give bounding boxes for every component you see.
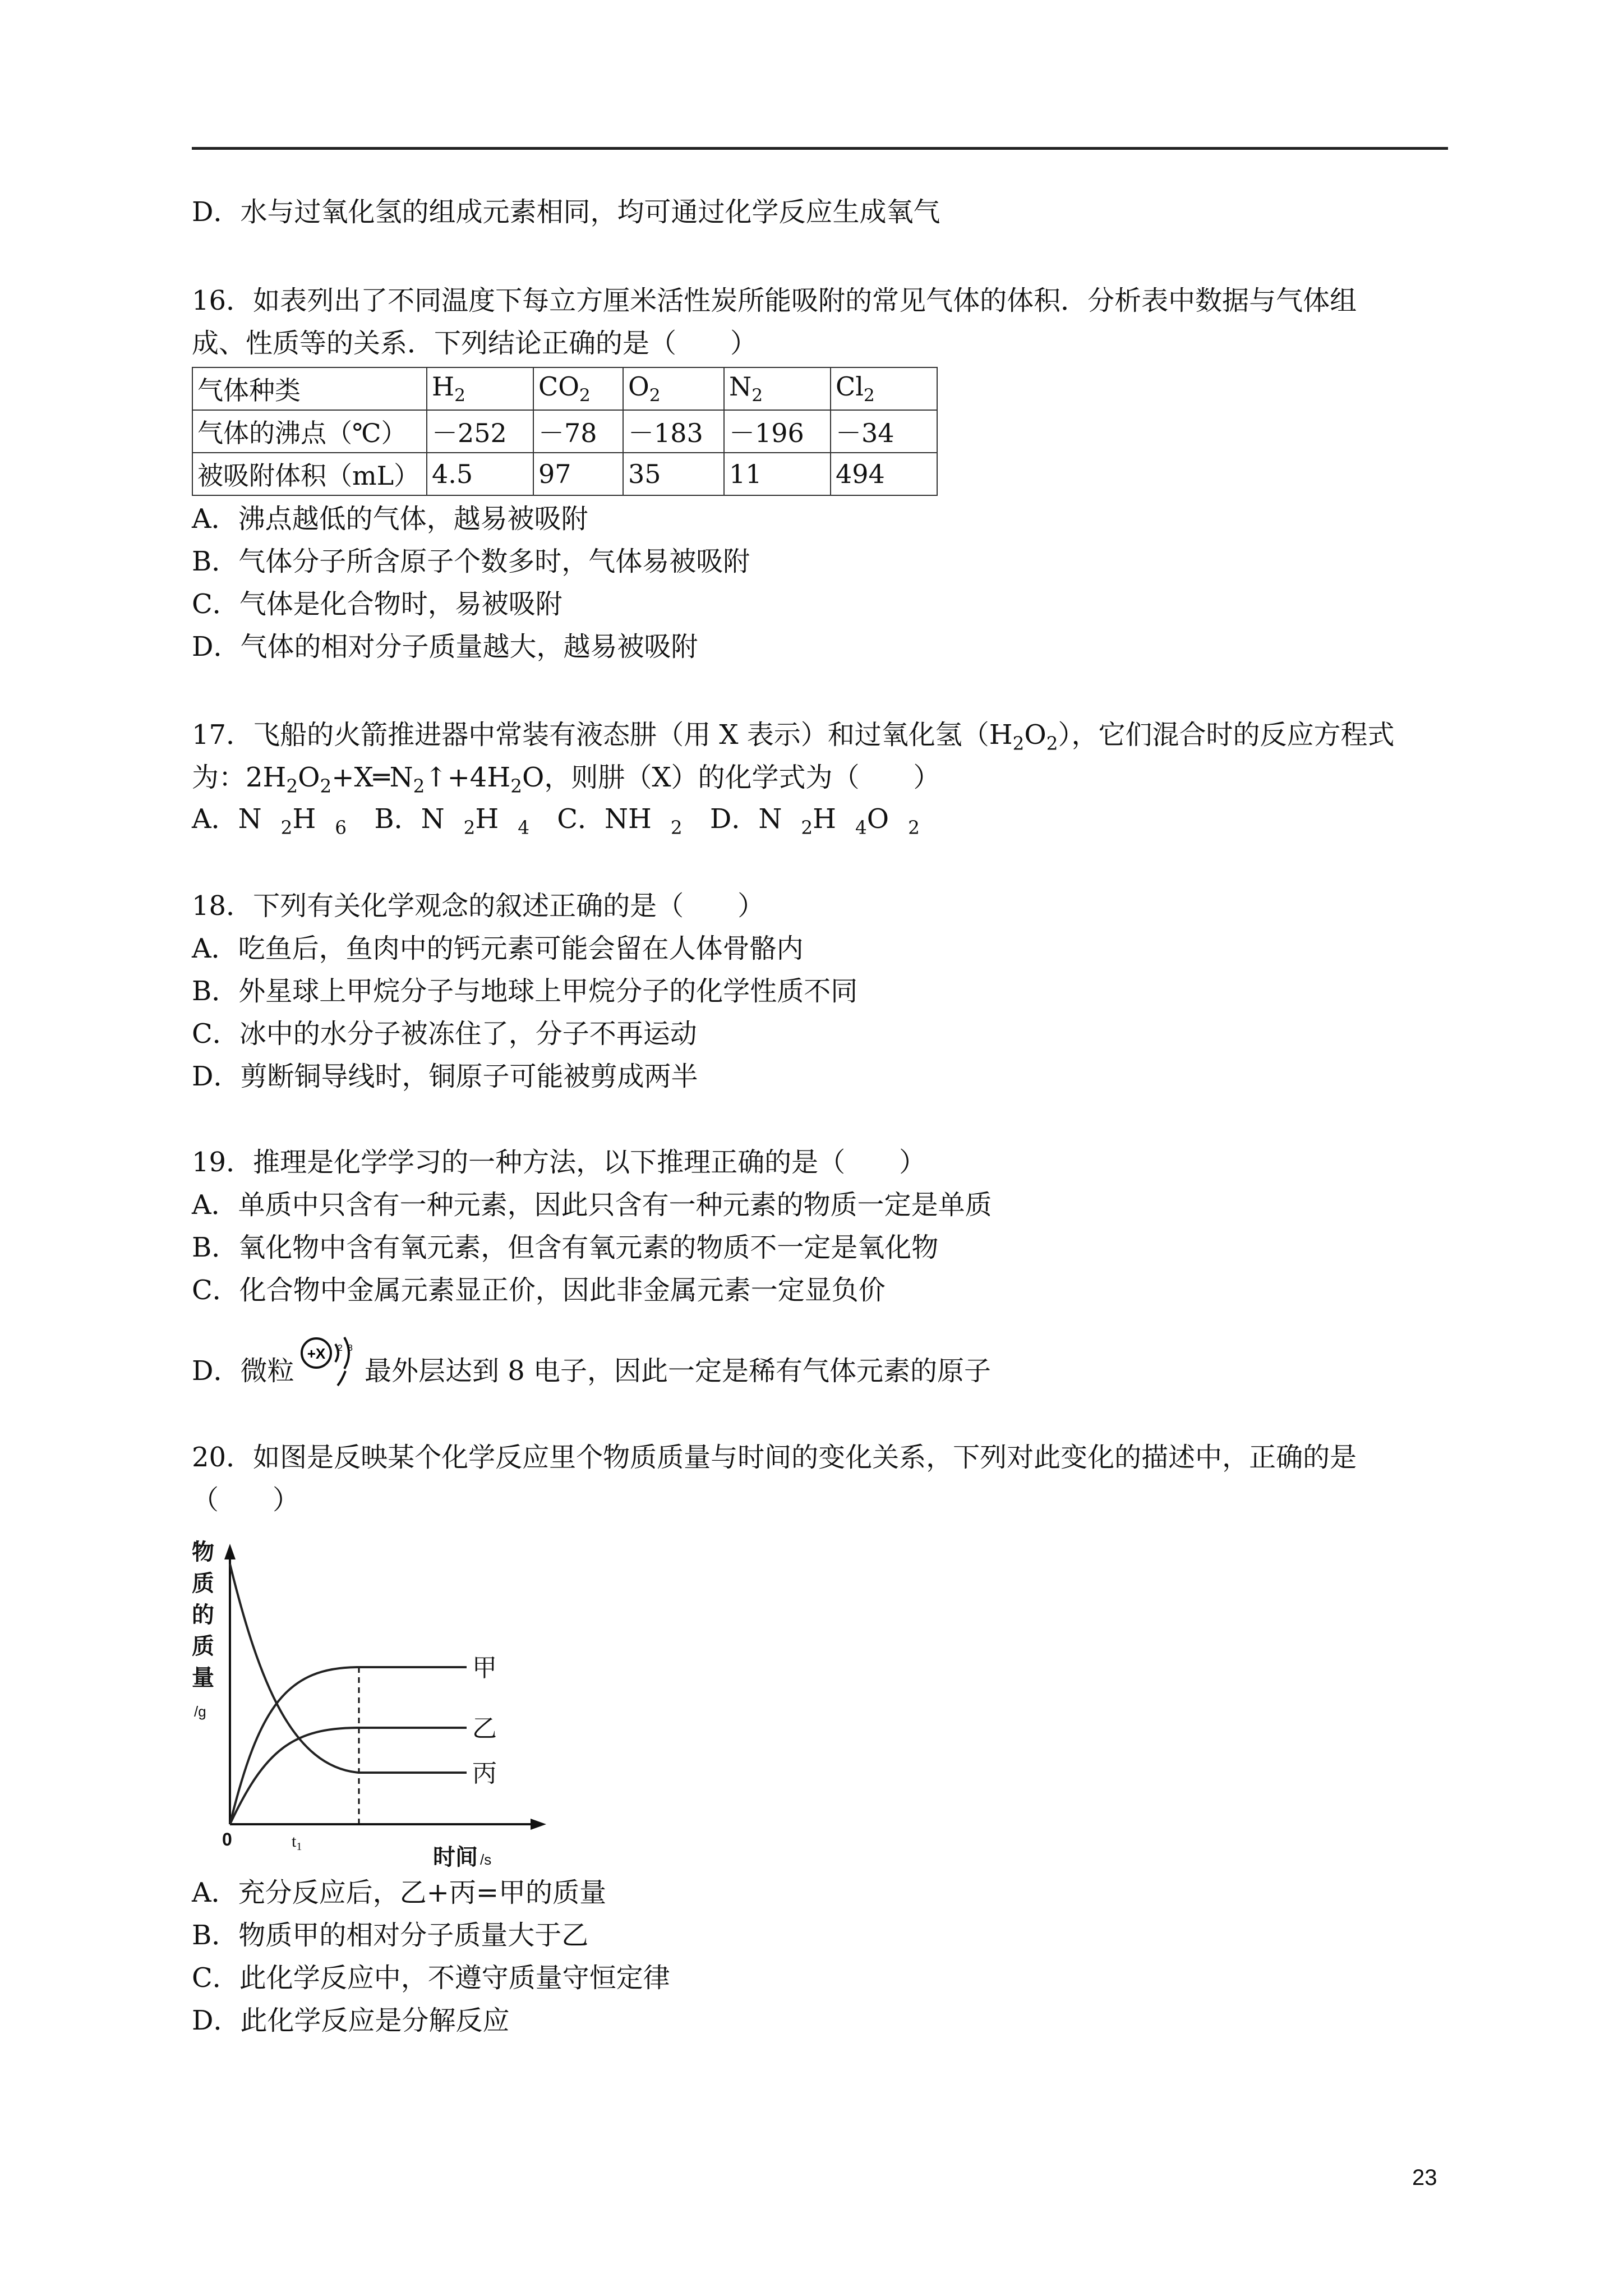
y-axis-label-char: 的 bbox=[192, 1602, 214, 1628]
table-cell: －78 bbox=[533, 410, 623, 453]
y-axis-label-char: 物 bbox=[192, 1539, 214, 1565]
y-axis-unit: /g bbox=[194, 1703, 206, 1720]
y-axis-arrow bbox=[224, 1544, 236, 1559]
page-number: 23 bbox=[1412, 2165, 1437, 2190]
q20-option-b: B．物质甲的相对分子质量大于乙 bbox=[192, 1920, 589, 1951]
gas-adsorption-table bbox=[192, 367, 938, 496]
series-label-yi: 乙 bbox=[472, 1714, 497, 1743]
q17-option-b: B．N $_2$H $_4$ bbox=[374, 803, 529, 839]
q18-option-a: A．吃鱼后，鱼肉中的钙元素可能会留在人体骨骼内 bbox=[192, 933, 804, 964]
q19-stem: 19．推理是化学学习的一种方法，以下推理正确的是（ ） bbox=[192, 1147, 926, 1178]
series-line-jia bbox=[230, 1667, 467, 1824]
gas-n2: $N_2$ bbox=[724, 367, 831, 410]
electron-count: 2 bbox=[338, 1343, 343, 1353]
q19-option-d-before: D．微粒 bbox=[192, 1355, 294, 1387]
x-axis-label: 时间 bbox=[433, 1844, 478, 1870]
q20-option-c: C．此化学反应中，不遵守质量守恒定律 bbox=[192, 1962, 670, 1994]
table-row bbox=[192, 367, 937, 410]
particle-structure-diagram bbox=[297, 1334, 365, 1388]
table-cell: 494 bbox=[831, 453, 937, 495]
q18-option-d: D．剪断铜导线时，铜原子可能被剪成两半 bbox=[192, 1061, 698, 1092]
header-rule bbox=[192, 147, 1448, 150]
q17-stem-line2: 为：$2H_2O_2+X═N_2↑+4H_2O$，则肼（X）的化学式为（ ） bbox=[192, 762, 940, 797]
q17-stem-line1: 17．飞船的火箭推进器中常装有液态肼（用 X 表示）和过氧化氢$(H_2O_2)$，它们混合时的反应方程式 bbox=[192, 719, 1395, 754]
q18-option-b: B．外星球上甲烷分子与地球上甲烷分子的化学性质不同 bbox=[192, 976, 858, 1007]
table-cell: －183 bbox=[623, 410, 724, 453]
q16-stem-line1: 16．如表列出了不同温度下每立方厘米活性炭所能吸附的常见气体的体积．分析表中数据与气体组 bbox=[192, 285, 1357, 316]
x-axis-unit: /s bbox=[480, 1851, 492, 1868]
origin-label: 0 bbox=[222, 1829, 232, 1849]
q16-option-c: C．气体是化合物时，易被吸附 bbox=[192, 588, 562, 620]
q16-option-b: B．气体分子所含原子个数多时，气体易被吸附 bbox=[192, 546, 750, 577]
q16-stem-line2: 成、性质等的关系．下列结论正确的是（ ） bbox=[192, 328, 758, 359]
series-line-yi bbox=[230, 1728, 467, 1824]
electron-shell-tail bbox=[338, 1371, 345, 1386]
row-label-boiling-point: 气体的沸点（℃） bbox=[192, 410, 427, 453]
q18-option-c: C．冰中的水分子被冻住了，分子不再运动 bbox=[192, 1018, 697, 1050]
table-cell: 97 bbox=[533, 453, 623, 495]
nucleus-label: +X bbox=[307, 1345, 326, 1362]
q20-option-a: A．充分反应后，乙+丙=甲的质量 bbox=[192, 1877, 607, 1908]
row-label-adsorbed-volume: 被吸附体积（mL） bbox=[192, 453, 427, 495]
q16-option-a: A．沸点越低的气体，越易被吸附 bbox=[192, 503, 588, 535]
q17-option-c: C．NH $_2$ bbox=[557, 803, 683, 839]
table-cell: －34 bbox=[831, 410, 937, 453]
y-axis-label-char: 质 bbox=[192, 1634, 214, 1659]
q16-option-d: D．气体的相对分子质量越大，越易被吸附 bbox=[192, 631, 698, 662]
table-row bbox=[192, 410, 937, 453]
series-label-jia: 甲 bbox=[472, 1654, 497, 1682]
table-cell: －252 bbox=[427, 410, 533, 453]
q17-option-d: D．N $_2$H $_4$O $_2$ bbox=[709, 803, 920, 839]
q20-option-d: D．此化学反应是分解反应 bbox=[192, 2005, 510, 2036]
gas-h2: $H_2$ bbox=[427, 367, 533, 410]
gas-co2: $CO_2$ bbox=[533, 367, 623, 410]
table-cell: 11 bbox=[724, 453, 831, 495]
series-label-bing: 丙 bbox=[472, 1759, 497, 1788]
q17-options bbox=[192, 801, 939, 846]
q19-option-c: C．化合物中金属元素显正价，因此非金属元素一定显负价 bbox=[192, 1274, 886, 1306]
row-label-gas-type: 气体种类 bbox=[192, 367, 427, 410]
y-axis-label-char: 量 bbox=[192, 1665, 214, 1691]
t1-label: $t_1$ bbox=[292, 1832, 302, 1853]
table-cell: 4.5 bbox=[427, 453, 533, 495]
q17-option-a: A．N $_2$H $_6$ bbox=[192, 803, 347, 839]
table-cell: 35 bbox=[623, 453, 724, 495]
gas-cl2: $Cl_2$ bbox=[831, 367, 937, 410]
y-axis-label-char: 质 bbox=[192, 1571, 214, 1596]
x-axis-arrow bbox=[531, 1819, 546, 1830]
electron-count: 8 bbox=[348, 1343, 353, 1353]
table-cell: －196 bbox=[724, 410, 831, 453]
q18-stem: 18．下列有关化学观念的叙述正确的是（ ） bbox=[192, 890, 765, 922]
prev-question-option-d: D．水与过氧化氢的组成元素相同，均可通过化学反应生成氧气 bbox=[192, 196, 940, 228]
q19-option-d-after: 最外层达到 8 电子，因此一定是稀有气体元素的原子 bbox=[365, 1355, 992, 1387]
gas-o2: $O_2$ bbox=[623, 367, 724, 410]
q19-option-b: B．氧化物中含有氧元素，但含有氧元素的物质不一定是氧化物 bbox=[192, 1232, 939, 1263]
electron-shell-arc bbox=[344, 1337, 349, 1369]
q20-stem-line2: （ ） bbox=[192, 1484, 300, 1516]
q20-stem-line1: 20．如图是反映某个化学反应里个物质质量与时间的变化关系，下列对此变化的描述中，正确的是 bbox=[192, 1442, 1357, 1473]
table-row bbox=[192, 453, 937, 495]
q19-option-a: A．单质中只含有一种元素，因此只含有一种元素的物质一定是单质 bbox=[192, 1189, 992, 1221]
mass-time-graph bbox=[192, 1537, 562, 1874]
